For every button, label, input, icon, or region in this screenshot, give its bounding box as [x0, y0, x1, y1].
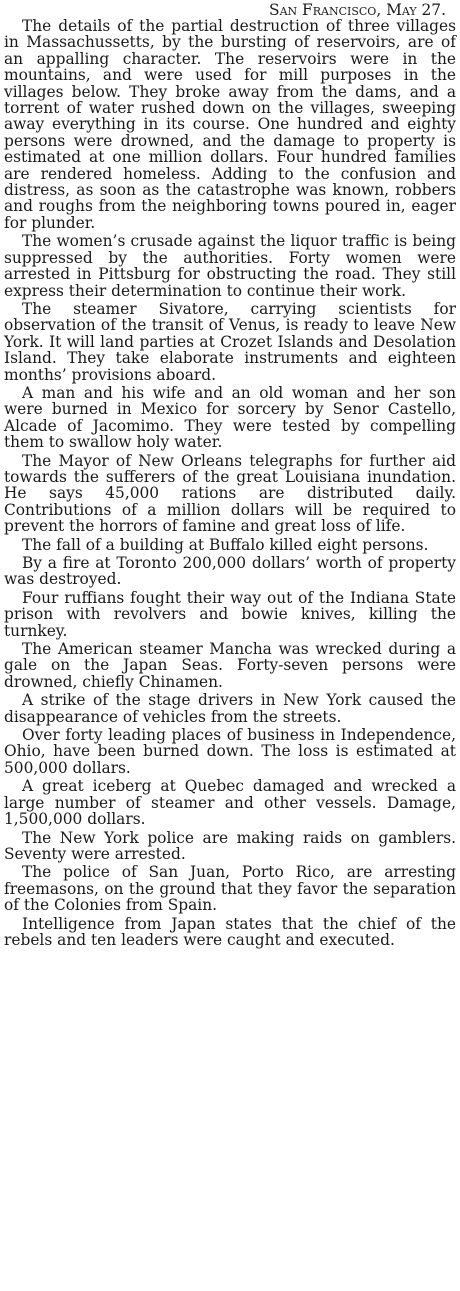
news-paragraph: The Mayor of New Orleans telegraphs for further aid towards the sufferers of the great Louisiana inundation. He says 45,000 rations are distributed daily. Contributions of a million dollars will be required to prevent the horrors of famine and great loss of life. — [4, 451, 456, 536]
news-paragraph: By a fire at Toronto 200,000 dollars’ worth of property was destroyed. — [4, 554, 456, 589]
news-paragraph: The fall of a building at Buffalo killed eight persons. — [22, 535, 429, 554]
news-paragraph: The police of San Juan, Porto Rico, are arresting freemasons, on the ground that they favor the separation of the Colonies from Spain. — [4, 863, 456, 915]
news-paragraph: A man and his wife and an old woman and her son were burned in Mexico for sorcery by Senor Castello, Alcade of Jacomimo. They were tested by compelling them to swallow holy water. — [4, 383, 456, 452]
news-paragraph: Intelligence from Japan states that the chief of the rebels and ten leaders were caught and executed. — [4, 914, 456, 949]
news-paragraph: A great iceberg at Quebec damaged and wrecked a large number of steamer and other vessels. Damage, 1,500,000 dollars. — [4, 777, 456, 829]
news-paragraph: The American steamer Mancha was wrecked during a gale on the Japan Seas. Forty-seven persons were drowned, chiefly Chinamen. — [4, 640, 456, 691]
news-paragraph: The steamer Sivatore, carrying scientists for observation of the transit of Venus, is ready to leave New York. It will land parties at Crozet Islands and Desolation Island. They take elaborate instruments and eighteen months’ provisions aboard. — [4, 299, 456, 384]
news-paragraph: The New York police are making raids on gamblers. Seventy were arrested. — [4, 828, 456, 863]
news-paragraph: Over forty leading places of business in Independence, Ohio, have been burned down. The loss is estimated at 500,000 dollars. — [4, 726, 456, 777]
dateline: San Francisco, May 27. — [269, 1, 446, 19]
news-paragraph: The women’s crusade against the liquor traffic is being suppressed by the authorities. Forty women were arrested in Pittsburg for obstructing the road. They still express their determination to continue their work. — [4, 232, 456, 300]
news-paragraph: A strike of the stage drivers in New York caused the disappearance of vehicles from the streets. — [4, 691, 456, 726]
news-paragraph: Four ruffians fought their way out of the Indiana State prison with revolvers and bowie knives, killing the turnkey. — [4, 588, 456, 640]
news-paragraph: The details of the partial destruction of three villages in Massachussetts, by the bursting of reservoirs, are of an appalling character. The reservoirs were in the mountains, and were used for mill purposes in the villages below. They broke away from the dams, and a torrent of water rushed down on the villages, sweeping away everything in its course. One hundred and eighty persons were drowned, and the damage to property is estimated at one million dollars. Four hundred families are rendered homeless. Adding to the confusion and distress, as soon as the catastrophe was known, robbers and roughs from the neighboring towns poured in, eager for plunder. — [4, 17, 456, 232]
